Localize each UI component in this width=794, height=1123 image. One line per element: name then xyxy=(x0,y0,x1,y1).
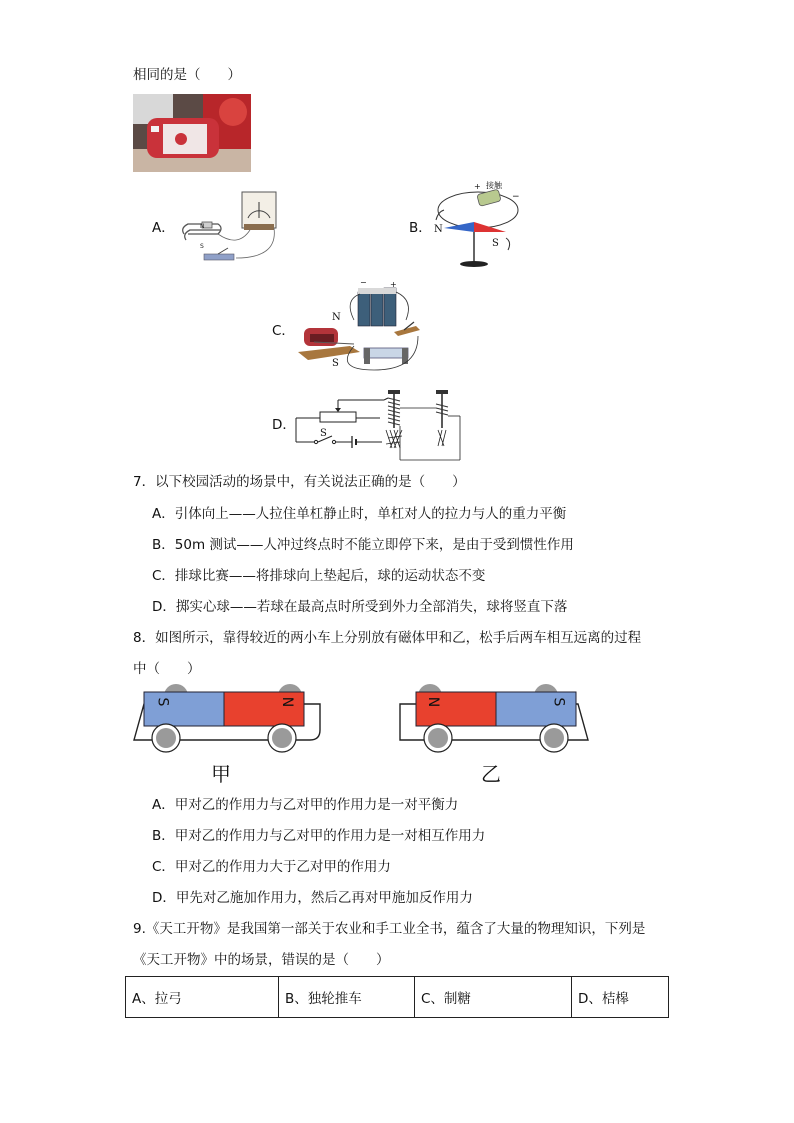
q6-option-d-figure xyxy=(292,386,462,466)
q9-options-table xyxy=(125,976,669,1018)
q9-stem-line2: 《天工开物》中的场景，错误的是（ ） xyxy=(133,952,390,968)
q6-b-plus: + xyxy=(474,182,481,191)
q6-c-n-pole: N xyxy=(332,312,341,323)
magnet-jia-label: 甲 xyxy=(211,762,231,786)
q7-option-a: A．引体向上——人拉住单杠静止时，单杠对人的拉力与人的重力平衡 xyxy=(152,506,567,522)
q9-cell-d: D、桔槔 xyxy=(572,977,669,1018)
q6-c-minus: − xyxy=(360,278,367,287)
q9-cell-b: B、独轮推车 xyxy=(279,977,415,1018)
q9-stem-line1: 9.《天工开物》是我国第一部关于农业和手工业全书，蕴含了大量的物理知识，下列是 xyxy=(133,921,646,937)
right-magnet-left-pole: N xyxy=(425,696,442,708)
q8-figure xyxy=(130,684,590,784)
q6-option-d-label: D． xyxy=(272,417,296,433)
q6-option-b-label: B． xyxy=(409,220,432,236)
q6-option-a-figure xyxy=(178,188,282,268)
table-row xyxy=(126,977,669,1018)
q6-option-c-figure xyxy=(294,280,434,380)
q8-option-b: B．甲对乙的作用力与乙对甲的作用力是一对相互作用力 xyxy=(152,828,486,844)
q7-stem: 7．以下校园活动的场景中，有关说法正确的是（ ） xyxy=(133,474,466,490)
q6-c-plus: + xyxy=(390,280,397,289)
q6-b-contact-label: 接触 xyxy=(486,181,502,190)
q6-b-minus: − xyxy=(512,192,520,202)
q9-cell-c: C、制糖 xyxy=(415,977,572,1018)
q8-option-c: C．甲对乙的作用力大于乙对甲的作用力 xyxy=(152,859,391,875)
q6-b-s-pole: S xyxy=(492,238,499,249)
q6-option-b-figure xyxy=(428,180,528,270)
left-magnet-left-pole: S xyxy=(154,697,171,707)
q6-option-a-label: A． xyxy=(152,220,175,236)
q7-option-b: B．50m 测试——人冲过终点时不能立即停下来，是由于受到惯性作用 xyxy=(152,537,574,553)
left-magnet-right-pole: N xyxy=(279,696,296,708)
q6-c-s-pole: S xyxy=(332,358,339,369)
q7-option-d: D．掷实心球——若球在最高点时所受到外力全部消失，球将竖直下落 xyxy=(152,599,568,615)
q6-stem-tail: 相同的是（ ） xyxy=(133,67,241,83)
svg-text:N: N xyxy=(200,223,205,230)
q6-option-c-label: C． xyxy=(272,323,295,339)
q6-d-switch-label: S xyxy=(320,428,327,439)
q8-option-a: A．甲对乙的作用力与乙对甲的作用力是一对平衡力 xyxy=(152,797,459,813)
q9-cell-a: A、拉弓 xyxy=(126,977,279,1018)
magnet-yi-label: 乙 xyxy=(481,762,501,786)
svg-text:S: S xyxy=(200,243,204,250)
card-reader-photo xyxy=(133,94,251,172)
q8-stem-line1: 8．如图所示，靠得较近的两小车上分别放有磁体甲和乙，松手后两车相互远离的过程 xyxy=(133,630,642,646)
q8-stem-line2: 中（ ） xyxy=(133,661,201,677)
q7-option-c: C．排球比赛——将排球向上垫起后，球的运动状态不变 xyxy=(152,568,486,584)
q8-option-d: D．甲先对乙施加作用力，然后乙再对甲施加反作用力 xyxy=(152,890,473,906)
right-magnet-right-pole: S xyxy=(550,697,567,707)
q6-b-n-pole: N xyxy=(434,224,443,235)
